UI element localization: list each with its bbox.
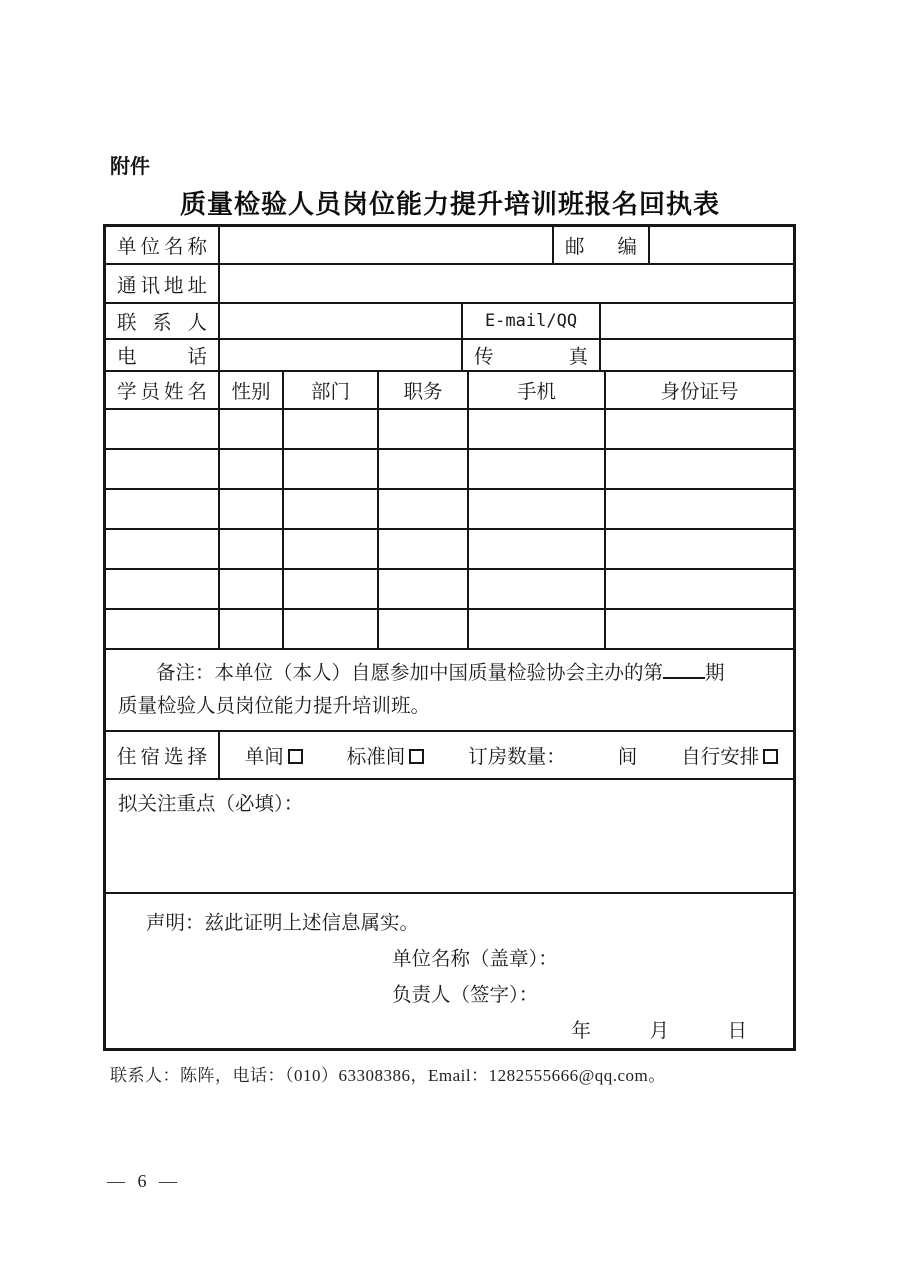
fax-label-text: 传真 — [474, 347, 588, 368]
position-header — [379, 372, 469, 408]
signer-label: 负责人（签字）： — [392, 985, 539, 1006]
fax-label — [463, 340, 601, 370]
phone-row — [106, 340, 793, 372]
student-empty-cell — [379, 490, 469, 528]
accommodation-row — [106, 732, 793, 780]
page-number: — 6 — — [107, 1171, 181, 1191]
students-header-row — [106, 372, 793, 410]
unit-name-label-text: 单位名称 — [117, 237, 207, 258]
session-number-blank — [663, 665, 705, 679]
student-empty-cell — [379, 610, 469, 648]
student-empty-cell — [379, 570, 469, 608]
postal-code-input-cell — [650, 227, 793, 263]
student-empty-cell — [284, 410, 379, 448]
standard-room-option — [347, 741, 425, 769]
address-row — [106, 265, 793, 304]
focus-label: 拟关注重点（必填）： — [118, 794, 304, 815]
student-empty-cell — [220, 410, 284, 448]
student-empty-cell — [606, 450, 793, 488]
unit-name-row — [106, 227, 793, 265]
accommodation-label-text: 住宿选择 — [117, 747, 207, 768]
contact-person-row — [106, 304, 793, 340]
postal-code-label — [554, 227, 650, 263]
single-room-label: 单间 — [244, 747, 284, 768]
student-empty-row — [106, 570, 793, 610]
student-empty-cell — [106, 490, 220, 528]
student-empty-cell — [469, 610, 606, 648]
contact-person-label-text: 联系人 — [117, 313, 207, 334]
student-name-header-text: 学员姓名 — [117, 382, 207, 403]
student-empty-cell — [106, 450, 220, 488]
student-empty-cell — [469, 410, 606, 448]
date-line: 年 月 日 — [571, 1021, 747, 1042]
address-input-cell — [220, 265, 793, 302]
fax-input-cell — [601, 340, 793, 370]
student-empty-cell — [606, 490, 793, 528]
id-number-header-text: 身份证号 — [660, 382, 739, 403]
student-empty-row — [106, 490, 793, 530]
student-empty-cell — [606, 530, 793, 568]
id-number-header — [606, 372, 793, 408]
department-header — [284, 372, 379, 408]
student-empty-cell — [220, 610, 284, 648]
self-arrange-label: 自行安排 — [681, 747, 760, 768]
postal-code-label-text: 邮编 — [565, 237, 637, 258]
page-title: 质量检验人员岗位能力提升培训班报名回执表 — [179, 189, 720, 219]
unit-seal-label: 单位名称（盖章）： — [392, 949, 558, 970]
student-empty-cell — [106, 570, 220, 608]
standard-room-label: 标准间 — [346, 747, 406, 768]
student-empty-cell — [106, 610, 220, 648]
student-empty-cell — [379, 410, 469, 448]
student-empty-cell — [469, 450, 606, 488]
student-empty-cell — [379, 450, 469, 488]
position-header-text: 职务 — [403, 382, 443, 403]
declaration-statement: 声明：兹此证明上述信息属实。 — [146, 913, 420, 934]
student-empty-cell — [284, 530, 379, 568]
mobile-header-text: 手机 — [516, 382, 556, 403]
address-label-text: 通讯地址 — [117, 275, 207, 297]
single-room-option — [245, 741, 303, 769]
student-empty-cell — [469, 490, 606, 528]
focus-section — [106, 780, 793, 894]
self-arrange-option — [681, 741, 778, 769]
student-empty-row — [106, 530, 793, 570]
contact-person-label — [106, 304, 220, 338]
unit-name-input-cell — [220, 227, 554, 263]
gender-header — [220, 372, 284, 408]
student-empty-cell — [606, 410, 793, 448]
single-room-checkbox-icon — [288, 749, 303, 764]
student-empty-cell — [469, 530, 606, 568]
student-empty-row — [106, 450, 793, 490]
standard-room-checkbox-icon — [409, 749, 424, 764]
room-quantity-label: 订房数量： — [468, 747, 566, 768]
phone-label-text: 电话 — [117, 347, 207, 368]
email-qq-label-text: E-mail/QQ — [484, 311, 578, 331]
students-empty-rows — [106, 410, 793, 650]
email-qq-label — [463, 304, 601, 338]
room-quantity-unit: 间 — [617, 747, 638, 768]
remark-section — [106, 650, 793, 732]
contact-person-input-cell — [220, 304, 463, 338]
registration-form-table — [103, 224, 796, 1051]
student-empty-row — [106, 410, 793, 450]
footer-contact-line: 联系人：陈阵，电话：（010）63308386，Email：1282555666@qq.com。 — [110, 1066, 666, 1085]
remark-line1-suffix: 期 — [705, 663, 725, 684]
self-arrange-checkbox-icon — [763, 749, 778, 764]
address-label — [106, 265, 220, 302]
student-empty-cell — [469, 570, 606, 608]
student-empty-cell — [220, 450, 284, 488]
email-qq-input-cell — [601, 304, 793, 338]
unit-name-label — [106, 227, 220, 263]
department-header-text: 部门 — [310, 382, 350, 403]
gender-header-text: 性别 — [231, 382, 271, 403]
remark-line1 — [118, 657, 781, 690]
student-empty-row — [106, 610, 793, 650]
student-empty-cell — [106, 530, 220, 568]
student-empty-cell — [284, 610, 379, 648]
student-empty-cell — [284, 450, 379, 488]
student-empty-cell — [220, 570, 284, 608]
student-empty-cell — [379, 530, 469, 568]
attachment-label: 附件 — [110, 156, 150, 178]
student-empty-cell — [284, 570, 379, 608]
accommodation-label — [106, 732, 220, 778]
remark-line1-prefix: 备注：本单位（本人）自愿参加中国质量检验协会主办的第 — [156, 663, 664, 684]
declaration-section — [106, 894, 793, 1048]
student-empty-cell — [606, 570, 793, 608]
accommodation-options-cell — [220, 732, 793, 778]
mobile-header — [469, 372, 606, 408]
phone-label — [106, 340, 220, 370]
student-empty-cell — [220, 530, 284, 568]
remark-line2: 质量检验人员岗位能力提升培训班。 — [118, 696, 431, 717]
student-empty-cell — [220, 490, 284, 528]
student-empty-cell — [606, 610, 793, 648]
phone-input-cell — [220, 340, 463, 370]
student-empty-cell — [106, 410, 220, 448]
student-empty-cell — [284, 490, 379, 528]
student-name-header — [106, 372, 220, 408]
